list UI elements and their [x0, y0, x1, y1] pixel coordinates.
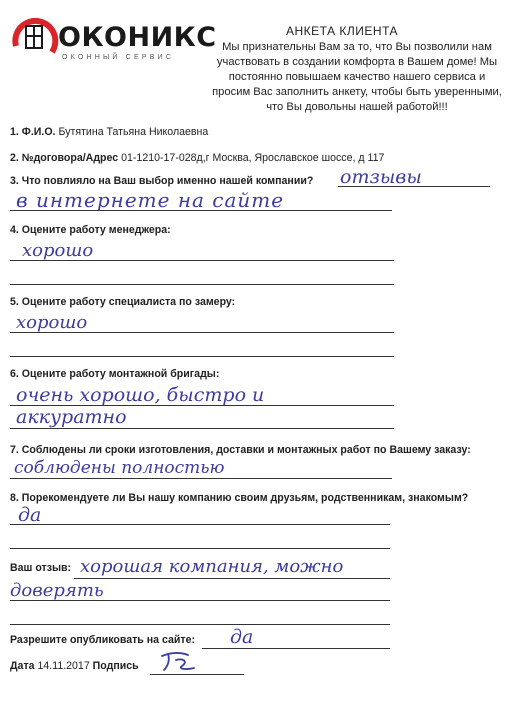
- question-3-label: 3. Что повлияло на Ваш выбор именно нашей компании?: [10, 175, 314, 187]
- question-7-label: 7. Соблюдены ли сроки изготовления, доставки и монтажных работ по Вашему заказу:: [10, 444, 471, 456]
- question-5-label: 5. Оцените работу специалиста по замеру:: [10, 296, 236, 308]
- answer-line: [10, 210, 392, 211]
- publish-label: Разрешите опубликовать на сайте:: [10, 634, 196, 646]
- answer-line: [10, 478, 392, 479]
- answer-line: [202, 648, 390, 649]
- signature: [158, 650, 208, 674]
- signature-line: [150, 674, 244, 675]
- intro-text: Мы признательны Вам за то, что Вы позволили нам участвовать в создании комфорта в Вашем доме! Мы постоянно повышаем качество нашего сервиса и просим Вас заполнить анкету, чтобы быть уверенными, что Вы довольны нашей работой!!!: [212, 41, 502, 113]
- publish-answer: да: [230, 626, 254, 648]
- contract-label: 2. №договора/Адрес: [10, 152, 119, 164]
- answer-line: [10, 284, 394, 285]
- window-logo-icon: [8, 16, 60, 68]
- question-3-answer-2: в интернете на сайте: [16, 188, 285, 212]
- fio-row: [10, 126, 208, 138]
- logo-text: ОКОНИКС: [58, 22, 217, 53]
- review-label: Ваш отзыв:: [10, 562, 72, 574]
- question-4-answer: хорошо: [22, 240, 94, 261]
- answer-line: [10, 356, 394, 357]
- review-answer-2: доверять: [10, 580, 104, 601]
- answer-line: [10, 524, 390, 525]
- question-5-answer: хорошо: [16, 312, 88, 333]
- answer-line: [10, 548, 390, 549]
- answer-line: [10, 260, 394, 261]
- fio-value: Бутятина Татьяна Николаевна: [58, 126, 209, 138]
- answer-line: [10, 332, 394, 333]
- contract-row: [10, 152, 384, 164]
- question-7-answer: соблюдены полностью: [14, 458, 225, 478]
- fio-label: 1. Ф.И.О.: [10, 126, 56, 138]
- question-6-answer-2: аккуратно: [16, 406, 127, 428]
- question-8-answer: да: [18, 504, 42, 526]
- contract-value: 01-1210-17-028д,г Москва, Ярославское шоссе, д 117: [121, 152, 385, 164]
- question-3-answer-1: отзывы: [340, 166, 422, 188]
- question-6-label: 6. Оцените работу монтажной бригады:: [10, 368, 220, 380]
- question-8-label: 8. Порекомендуете ли Вы нашу компанию своим друзьям, родственникам, знакомым?: [10, 492, 469, 504]
- question-6-answer-1: очень хорошо, быстро и: [16, 384, 265, 406]
- answer-line: [10, 600, 390, 601]
- review-answer-1: хорошая компания, можно: [80, 556, 344, 577]
- answer-line: [74, 578, 390, 579]
- signature-label: Подпись: [92, 660, 139, 672]
- question-4-label: 4. Оцените работу менеджера:: [10, 224, 171, 236]
- date-label: Дата: [10, 660, 35, 672]
- answer-line: [338, 186, 490, 187]
- logo-subtitle: ОКОННЫЙ СЕРВИС: [62, 54, 175, 61]
- answer-line: [10, 624, 390, 625]
- page-title: АНКЕТА КЛИЕНТА: [286, 24, 399, 38]
- date-value: 14.11.2017: [37, 660, 90, 672]
- footer-row: [10, 660, 139, 672]
- answer-line: [10, 428, 394, 429]
- company-logo: [8, 16, 217, 68]
